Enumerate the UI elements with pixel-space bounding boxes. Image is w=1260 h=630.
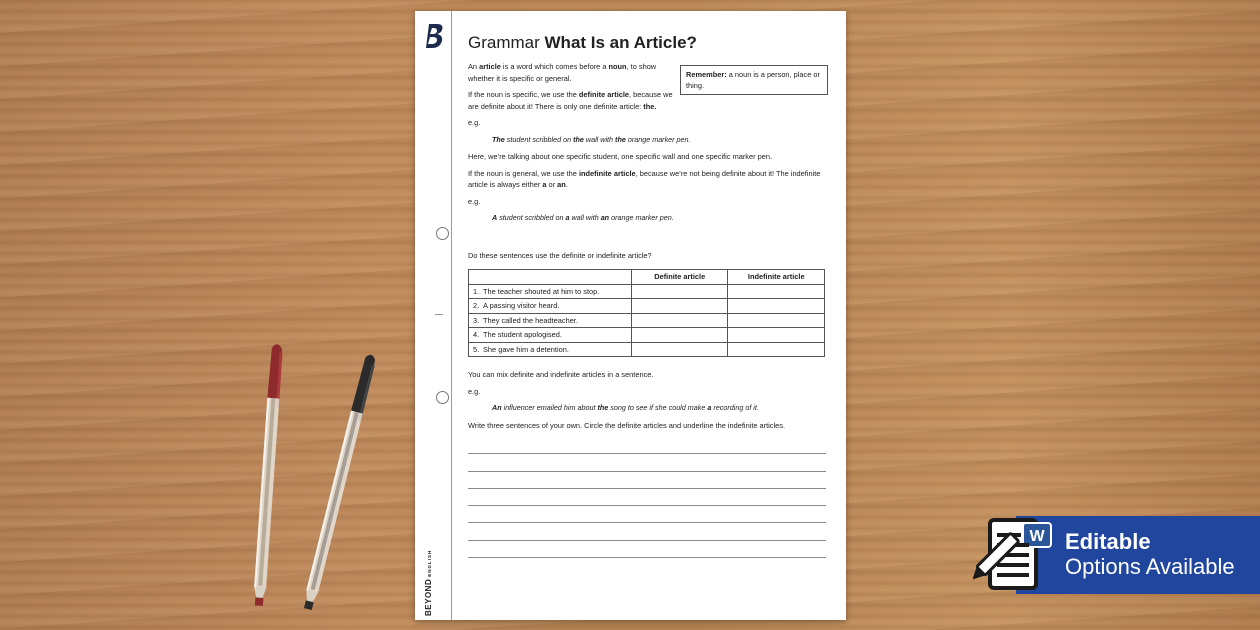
table-row: 4. The student apologised. <box>469 328 825 343</box>
table-row: 1. The teacher shouted at him to stop. <box>469 284 825 299</box>
writing-line[interactable] <box>468 489 826 506</box>
punch-hole <box>436 391 449 404</box>
task-instruction: Write three sentences of your own. Circle the definite articles and underline the indefinite articles. <box>468 420 786 430</box>
writing-line[interactable] <box>468 454 826 471</box>
eg-label: e.g. <box>468 118 481 127</box>
answer-cell[interactable] <box>632 313 728 328</box>
editable-document-icon <box>973 517 1053 593</box>
writing-line[interactable] <box>468 541 826 558</box>
eg-label: e.g. <box>468 196 481 206</box>
answer-cell[interactable] <box>632 328 728 343</box>
answer-cell[interactable] <box>728 342 825 357</box>
worksheet-content <box>468 33 826 558</box>
answer-cell[interactable] <box>728 313 825 328</box>
remember-box: Remember: a noun is a person, place or thing. <box>680 65 828 95</box>
example-sentence-2: A student scribbled on a wall with an orange marker pen. <box>492 213 674 222</box>
badge-text: Editable Options Available <box>1065 529 1235 579</box>
table-header-row <box>469 270 825 285</box>
table-header <box>469 270 632 285</box>
table-header: Definite article <box>632 270 728 285</box>
example-sentence-1: The student scribbled on the wall with the orange marker pen. <box>492 134 691 144</box>
answer-cell[interactable] <box>728 299 825 314</box>
writing-line[interactable] <box>468 437 826 454</box>
page-title: Grammar What Is an Article? <box>468 33 697 52</box>
fold-mark <box>435 314 443 315</box>
red-pen-icon <box>248 340 288 615</box>
table-row: 5. She gave him a detention. <box>469 342 825 357</box>
writing-line[interactable] <box>468 523 826 540</box>
beyond-logo-icon <box>425 23 445 49</box>
indefinite-paragraph: If the noun is general, we use the indefinite article, because we’re not being definite about it! The indefinite article is always either a or an. <box>468 168 821 189</box>
writing-line[interactable] <box>468 472 826 489</box>
table-row: 3. They called the headteacher. <box>469 313 825 328</box>
worksheet-page <box>415 11 846 620</box>
margin-line <box>451 11 452 620</box>
brand-vertical-text <box>424 549 444 616</box>
example-sentence-3: An influencer emailed him about the song to see if she could make a recording of it. <box>492 403 759 412</box>
eg-label: e.g. <box>468 386 481 396</box>
brand-sub: ENGLISH <box>427 549 432 577</box>
table-header: Indefinite article <box>728 270 825 285</box>
definite-paragraph: If the noun is specific, we use the definite article, because we are definite about it! There is only one definite article: the. <box>468 90 673 111</box>
question-text: Do these sentences use the definite or indefinite article? <box>468 250 652 260</box>
intro-paragraph: An article is a word which comes before a noun, to show whether it is specific or general. <box>468 62 657 83</box>
article-table <box>468 269 825 357</box>
svg-text:W: W <box>1029 528 1045 545</box>
answer-cell[interactable] <box>728 284 825 299</box>
writing-lines[interactable] <box>468 437 826 558</box>
mix-paragraph: You can mix definite and indefinite articles in a sentence. <box>468 370 654 379</box>
answer-cell[interactable] <box>632 284 728 299</box>
brand-main: BEYOND <box>424 578 433 616</box>
writing-line[interactable] <box>468 506 826 523</box>
answer-cell[interactable] <box>632 342 728 357</box>
punch-hole <box>436 227 449 240</box>
black-pen-icon <box>300 350 380 620</box>
specific-explanation: Here, we’re talking about one specific student, one specific wall and one specific marker pen. <box>468 152 773 161</box>
answer-cell[interactable] <box>632 299 728 314</box>
answer-cell[interactable] <box>728 328 825 343</box>
table-row: 2. A passing visitor heard. <box>469 299 825 314</box>
